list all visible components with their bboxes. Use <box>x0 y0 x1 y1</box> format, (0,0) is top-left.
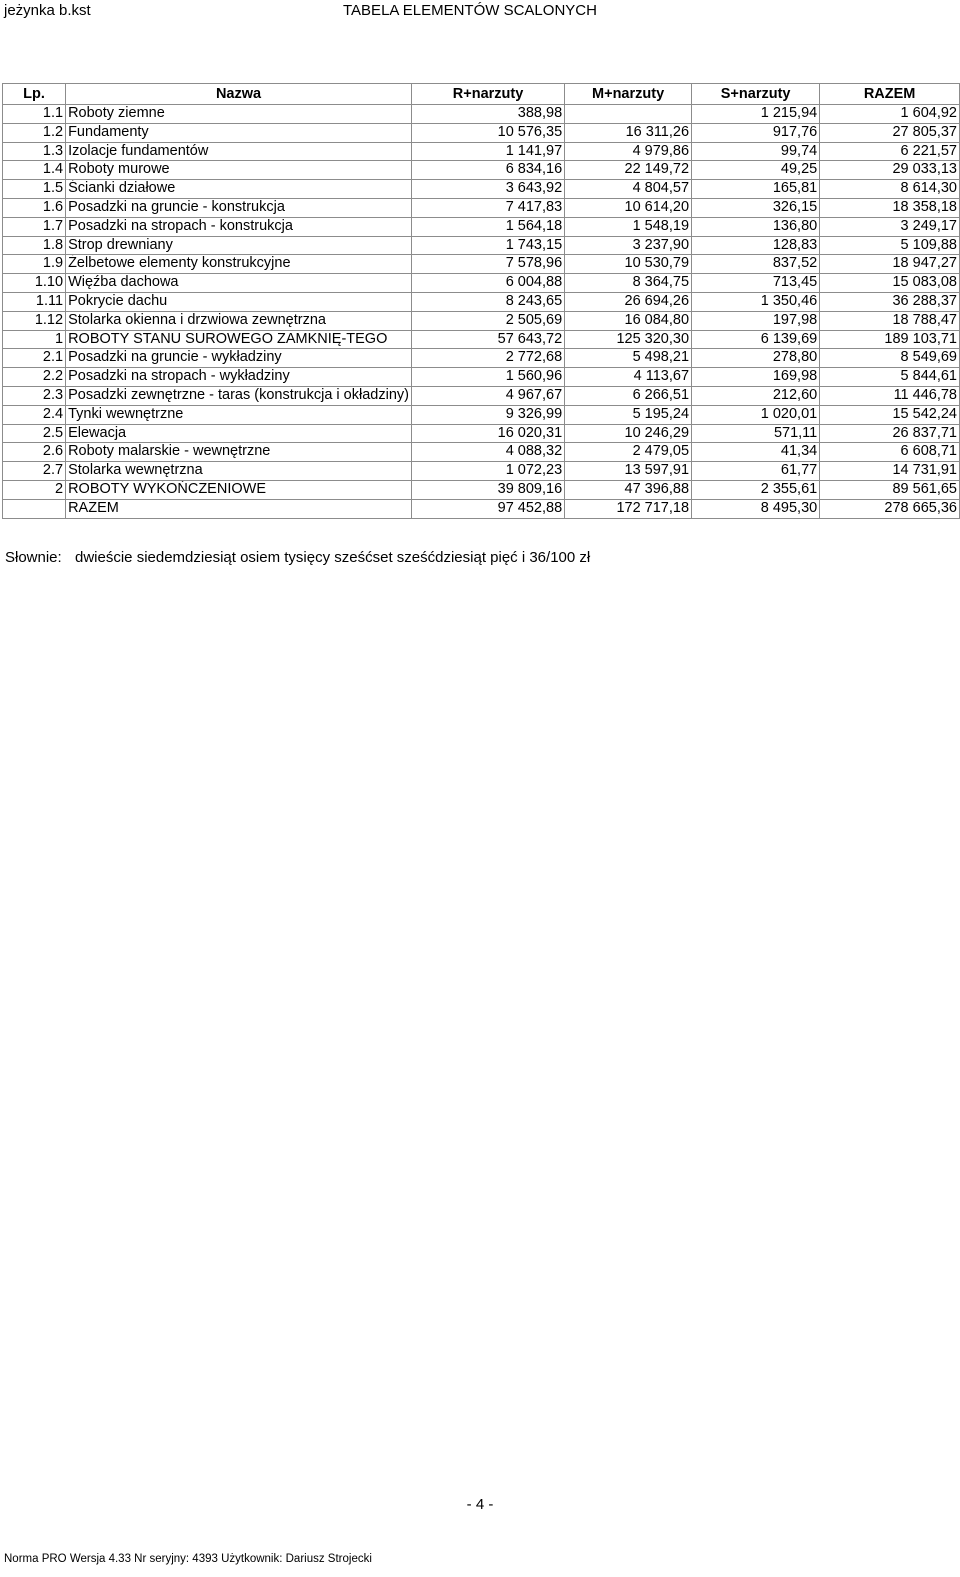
cell-name: Stolarka okienna i drzwiowa zewnętrzna <box>66 311 412 330</box>
cell-razem: 1 604,92 <box>820 105 960 124</box>
cell-lp: 2.2 <box>3 368 66 387</box>
cell-r-narzuty: 8 243,65 <box>411 292 564 311</box>
cell-s-narzuty: 1 215,94 <box>692 105 820 124</box>
cell-m-narzuty: 10 614,20 <box>565 198 692 217</box>
cell-m-narzuty: 125 320,30 <box>565 330 692 349</box>
cell-s-narzuty: 61,77 <box>692 462 820 481</box>
file-name: jeżynka b.kst <box>4 2 91 19</box>
cell-m-narzuty: 1 548,19 <box>565 217 692 236</box>
table-row <box>3 311 960 330</box>
cell-r-narzuty: 6 004,88 <box>411 274 564 293</box>
cell-razem: 18 788,47 <box>820 311 960 330</box>
cell-lp: 1.6 <box>3 198 66 217</box>
table-row <box>3 405 960 424</box>
cell-name: Posadzki na stropach - konstrukcja <box>66 217 412 236</box>
cell-name: Ścianki działowe <box>66 180 412 199</box>
column-header-m: M+narzuty <box>565 84 692 105</box>
cell-r-narzuty: 7 578,96 <box>411 255 564 274</box>
cell-name: Żelbetowe elementy konstrukcyjne <box>66 255 412 274</box>
cell-name: Roboty murowe <box>66 161 412 180</box>
cell-r-narzuty: 57 643,72 <box>411 330 564 349</box>
cell-r-narzuty: 1 141,97 <box>411 142 564 161</box>
table-row <box>3 443 960 462</box>
cell-r-narzuty: 388,98 <box>411 105 564 124</box>
table-row <box>3 424 960 443</box>
table-body <box>3 105 960 519</box>
cell-name: ROBOTY STANU SUROWEGO ZAMKNIĘ-TEGO <box>66 330 412 349</box>
cell-m-narzuty: 13 597,91 <box>565 462 692 481</box>
cell-r-narzuty: 9 326,99 <box>411 405 564 424</box>
cell-s-narzuty: 136,80 <box>692 217 820 236</box>
cell-lp <box>3 499 66 518</box>
cell-razem: 11 446,78 <box>820 386 960 405</box>
cell-m-narzuty: 172 717,18 <box>565 499 692 518</box>
cell-lp: 1.12 <box>3 311 66 330</box>
cell-s-narzuty: 713,45 <box>692 274 820 293</box>
cell-m-narzuty: 22 149,72 <box>565 161 692 180</box>
cell-m-narzuty <box>565 105 692 124</box>
cell-name: Posadzki zewnętrzne - taras (konstrukcja i okładziny) <box>66 386 412 405</box>
cell-r-narzuty: 16 020,31 <box>411 424 564 443</box>
table-row <box>3 105 960 124</box>
cell-r-narzuty: 6 834,16 <box>411 161 564 180</box>
cell-razem: 27 805,37 <box>820 123 960 142</box>
cost-summary-table <box>2 83 960 519</box>
cell-m-narzuty: 16 311,26 <box>565 123 692 142</box>
cell-r-narzuty: 4 088,32 <box>411 443 564 462</box>
table-row <box>3 236 960 255</box>
cell-lp: 2.1 <box>3 349 66 368</box>
cell-s-narzuty: 212,60 <box>692 386 820 405</box>
cell-r-narzuty: 1 564,18 <box>411 217 564 236</box>
cell-r-narzuty: 1 560,96 <box>411 368 564 387</box>
table-row <box>3 180 960 199</box>
table-row <box>3 462 960 481</box>
cell-razem: 5 109,88 <box>820 236 960 255</box>
cell-m-narzuty: 5 498,21 <box>565 349 692 368</box>
cell-name: RAZEM <box>66 499 412 518</box>
cell-s-narzuty: 326,15 <box>692 198 820 217</box>
cell-razem: 15 083,08 <box>820 274 960 293</box>
cell-razem: 5 844,61 <box>820 368 960 387</box>
cell-r-narzuty: 39 809,16 <box>411 480 564 499</box>
column-header-total: RAZEM <box>820 84 960 105</box>
table-row <box>3 123 960 142</box>
cell-s-narzuty: 6 139,69 <box>692 330 820 349</box>
cell-lp: 1.11 <box>3 292 66 311</box>
cell-razem: 29 033,13 <box>820 161 960 180</box>
cell-lp: 2.7 <box>3 462 66 481</box>
cell-name: Strop drewniany <box>66 236 412 255</box>
cell-razem: 278 665,36 <box>820 499 960 518</box>
cell-m-narzuty: 4 979,86 <box>565 142 692 161</box>
cell-s-narzuty: 837,52 <box>692 255 820 274</box>
cell-razem: 36 288,37 <box>820 292 960 311</box>
table-row <box>3 217 960 236</box>
cell-m-narzuty: 5 195,24 <box>565 405 692 424</box>
cell-s-narzuty: 571,11 <box>692 424 820 443</box>
cell-m-narzuty: 26 694,26 <box>565 292 692 311</box>
table-row <box>3 292 960 311</box>
table-row <box>3 386 960 405</box>
cell-razem: 6 221,57 <box>820 142 960 161</box>
cell-m-narzuty: 6 266,51 <box>565 386 692 405</box>
cell-razem: 6 608,71 <box>820 443 960 462</box>
cell-m-narzuty: 10 246,29 <box>565 424 692 443</box>
cell-lp: 2.5 <box>3 424 66 443</box>
cell-r-narzuty: 1 072,23 <box>411 462 564 481</box>
amount-in-words <box>5 549 590 566</box>
cell-razem: 89 561,65 <box>820 480 960 499</box>
cell-name: Posadzki na stropach - wykładziny <box>66 368 412 387</box>
cell-s-narzuty: 917,76 <box>692 123 820 142</box>
cell-m-narzuty: 10 530,79 <box>565 255 692 274</box>
table-row <box>3 499 960 518</box>
cell-lp: 2.3 <box>3 386 66 405</box>
cell-name: Roboty malarskie - wewnętrzne <box>66 443 412 462</box>
cell-lp: 1 <box>3 330 66 349</box>
cell-m-narzuty: 8 364,75 <box>565 274 692 293</box>
cell-r-narzuty: 4 967,67 <box>411 386 564 405</box>
table-header-row <box>3 84 960 105</box>
cell-r-narzuty: 7 417,83 <box>411 198 564 217</box>
cell-razem: 26 837,71 <box>820 424 960 443</box>
table-row <box>3 368 960 387</box>
table-row <box>3 255 960 274</box>
table-row <box>3 330 960 349</box>
cell-name: Posadzki na gruncie - konstrukcja <box>66 198 412 217</box>
cell-s-narzuty: 197,98 <box>692 311 820 330</box>
cell-r-narzuty: 2 505,69 <box>411 311 564 330</box>
cell-lp: 1.9 <box>3 255 66 274</box>
cell-lp: 1.5 <box>3 180 66 199</box>
cell-name: Elewacja <box>66 424 412 443</box>
cell-razem: 18 947,27 <box>820 255 960 274</box>
cell-name: Posadzki na gruncie - wykładziny <box>66 349 412 368</box>
software-footer: Norma PRO Wersja 4.33 Nr seryjny: 4393 Użytkownik: Dariusz Strojecki <box>4 1553 372 1565</box>
cell-s-narzuty: 128,83 <box>692 236 820 255</box>
cell-razem: 15 542,24 <box>820 405 960 424</box>
cell-razem: 14 731,91 <box>820 462 960 481</box>
cell-name: Pokrycie dachu <box>66 292 412 311</box>
cell-m-narzuty: 4 804,57 <box>565 180 692 199</box>
cell-m-narzuty: 16 084,80 <box>565 311 692 330</box>
document-title: TABELA ELEMENTÓW SCALONYCH <box>343 2 597 19</box>
cell-razem: 189 103,71 <box>820 330 960 349</box>
cell-name: ROBOTY WYKOŃCZENIOWE <box>66 480 412 499</box>
table-row <box>3 198 960 217</box>
column-header-name: Nazwa <box>66 84 412 105</box>
column-header-lp: Lp. <box>3 84 66 105</box>
cell-lp: 1.3 <box>3 142 66 161</box>
cell-razem: 18 358,18 <box>820 198 960 217</box>
cell-s-narzuty: 165,81 <box>692 180 820 199</box>
cell-lp: 2.6 <box>3 443 66 462</box>
cell-r-narzuty: 2 772,68 <box>411 349 564 368</box>
amount-in-words-label: Słownie: <box>5 549 62 566</box>
cell-r-narzuty: 3 643,92 <box>411 180 564 199</box>
cell-m-narzuty: 47 396,88 <box>565 480 692 499</box>
cell-s-narzuty: 2 355,61 <box>692 480 820 499</box>
cell-lp: 1.1 <box>3 105 66 124</box>
cell-razem: 8 614,30 <box>820 180 960 199</box>
cell-r-narzuty: 10 576,35 <box>411 123 564 142</box>
cell-name: Więźba dachowa <box>66 274 412 293</box>
table-row <box>3 142 960 161</box>
cell-s-narzuty: 41,34 <box>692 443 820 462</box>
cell-s-narzuty: 99,74 <box>692 142 820 161</box>
table-row <box>3 161 960 180</box>
page-number: - 4 - <box>466 1496 494 1513</box>
cell-s-narzuty: 1 350,46 <box>692 292 820 311</box>
table-row <box>3 274 960 293</box>
cell-name: Izolacje fundamentów <box>66 142 412 161</box>
cell-name: Tynki wewnętrzne <box>66 405 412 424</box>
cell-m-narzuty: 2 479,05 <box>565 443 692 462</box>
cell-s-narzuty: 1 020,01 <box>692 405 820 424</box>
cell-lp: 1.8 <box>3 236 66 255</box>
cell-lp: 1.4 <box>3 161 66 180</box>
cell-name: Stolarka wewnętrzna <box>66 462 412 481</box>
amount-in-words-text: dwieście siedemdziesiąt osiem tysięcy sześćset sześćdziesiąt pięć i 36/100 zł <box>75 549 591 566</box>
cell-lp: 1.10 <box>3 274 66 293</box>
table-row <box>3 480 960 499</box>
cell-s-narzuty: 8 495,30 <box>692 499 820 518</box>
column-header-s: S+narzuty <box>692 84 820 105</box>
column-header-r: R+narzuty <box>411 84 564 105</box>
table-row <box>3 349 960 368</box>
cell-lp: 2 <box>3 480 66 499</box>
cell-name: Fundamenty <box>66 123 412 142</box>
cell-razem: 3 249,17 <box>820 217 960 236</box>
cell-s-narzuty: 49,25 <box>692 161 820 180</box>
cell-s-narzuty: 169,98 <box>692 368 820 387</box>
cell-m-narzuty: 4 113,67 <box>565 368 692 387</box>
cell-name: Roboty ziemne <box>66 105 412 124</box>
cell-lp: 2.4 <box>3 405 66 424</box>
cell-lp: 1.2 <box>3 123 66 142</box>
cell-s-narzuty: 278,80 <box>692 349 820 368</box>
cell-r-narzuty: 1 743,15 <box>411 236 564 255</box>
cell-razem: 8 549,69 <box>820 349 960 368</box>
cell-m-narzuty: 3 237,90 <box>565 236 692 255</box>
cell-lp: 1.7 <box>3 217 66 236</box>
cell-r-narzuty: 97 452,88 <box>411 499 564 518</box>
